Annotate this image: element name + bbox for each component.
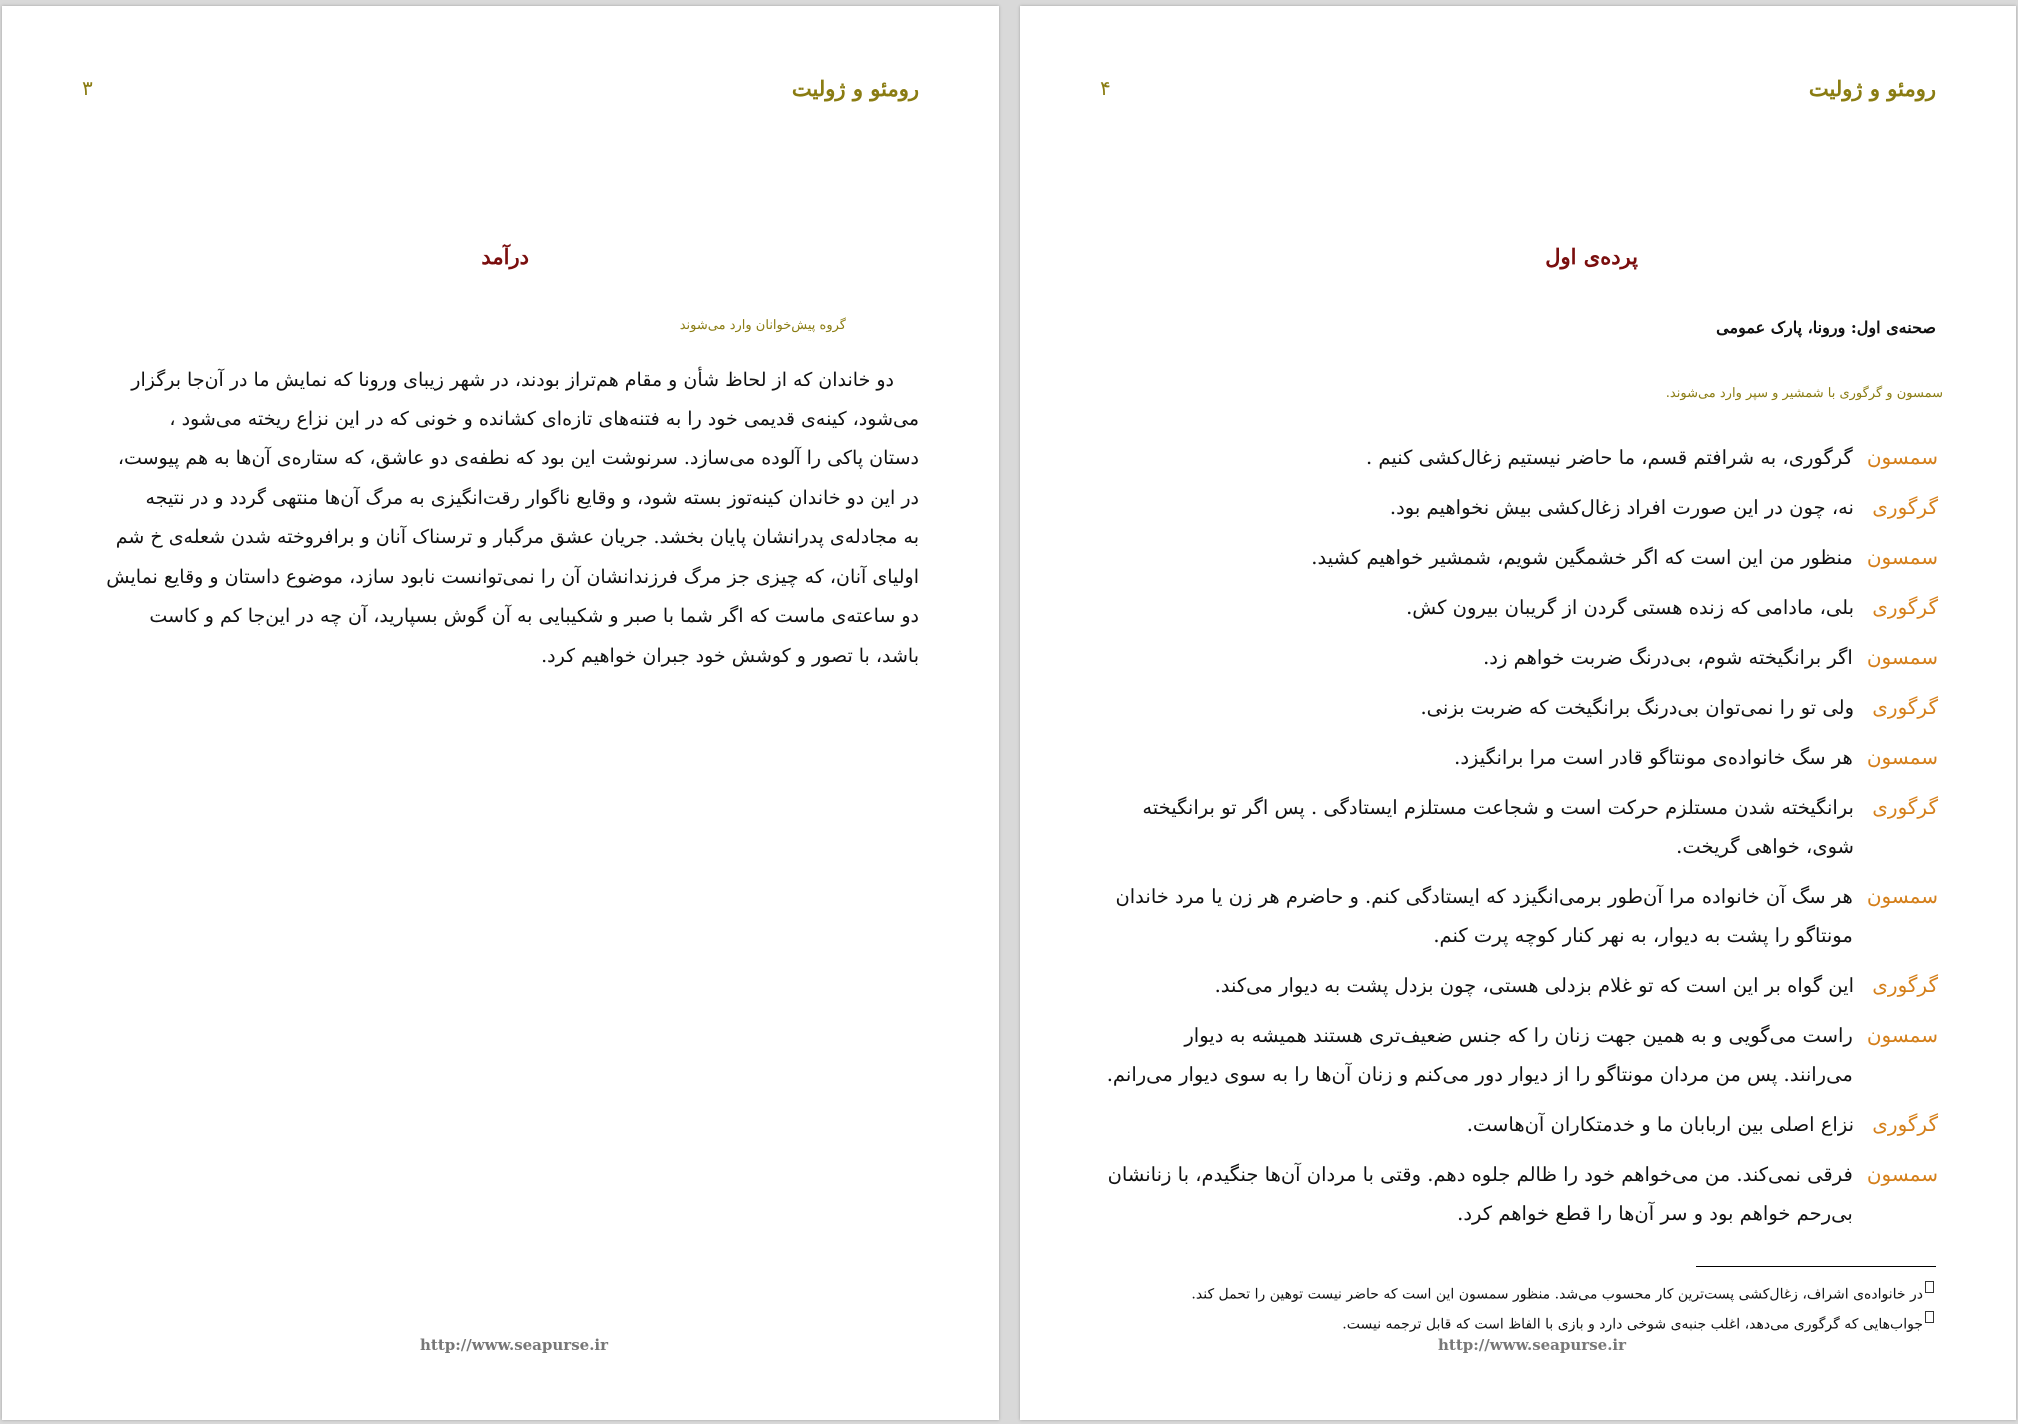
speech: هر سگ خانواده‌ی مونتاگو قادر است مرا برانگیزد. xyxy=(1454,746,1853,769)
speaker-name: گرگوری xyxy=(1872,695,1938,719)
intro-line: اولیای آنان، که چیزی جز مرگ فرزندانشان آن را نمی‌توانست نابود سازد، موضوع داستان و وقایع نمایش xyxy=(106,566,919,588)
speech: منظور من این است که اگر خشمگین شویم، شمشیر خواهیم کشید. xyxy=(1311,546,1853,569)
intro-line: دو خاندان که از لحاظ شأن و مقام هم‌تراز بودند، در شهر زیبای ورونا که نمایش ما در آن‌جا برگزار xyxy=(131,369,894,391)
speech: گرگوری، به شرافتم قسم، ما حاضر نیستیم زغال‌کشی کنیم . xyxy=(1366,446,1853,469)
speech: ولی تو را نمی‌توان بی‌درنگ برانگیخت که ضربت بزنی. xyxy=(1420,696,1854,719)
speech: نزاع اصلی بین اربابان ما و خدمتکاران آن‌هاست. xyxy=(1466,1113,1854,1136)
speech: اگر برانگیخته شوم، بی‌درنگ ضربت خواهم زد. xyxy=(1483,646,1853,669)
speaker-name: سمسون xyxy=(1866,1162,1938,1186)
page-3 xyxy=(2,6,999,1420)
dialogue-line xyxy=(1100,738,1938,777)
dialogue-line xyxy=(1100,488,1938,527)
act-heading: پرده‌ی اول xyxy=(1545,244,1638,269)
dialogue-line xyxy=(1100,538,1938,577)
speech: راست می‌گویی و به همین جهت زنان را که جنس ضعیف‌تری هستند همیشه به دیوار می‌رانند. پس من مردان مونتاگو را از دیوار دور می‌کنم و زنان آن‌ها را به سوی دیوار می‌رانم. xyxy=(1106,1024,1853,1086)
intro-line: دو ساعته‌ی ماست که اگر شما با صبر و شکیبایی به آن گوش بسپارید، آن چه در این‌جا کم و کاست xyxy=(149,605,919,627)
speaker-name: سمسون xyxy=(1866,445,1938,469)
running-title: رومئو و ژولیت xyxy=(1808,76,1936,101)
intro-line: دستان پاکی را آلوده می‌سازد. سرنوشت این بود که نطفه‌ی دو عاشق، که ستاره‌ی آن‌ها به هم پیوست، xyxy=(117,447,919,469)
speech: نه، چون در این صورت افراد زغال‌کشی بیش نخواهیم بود. xyxy=(1389,496,1854,519)
speech: هر سگ آن خانواده مرا آن‌طور برمی‌انگیزد که ایستادگی کنم. و حاضرم هر زن یا مرد خاندان مونتاگو را پشت به دیوار، به نهر کنار کوچه پرت کنم. xyxy=(1115,885,1853,947)
footnote-marker-icon xyxy=(1925,1311,1934,1323)
speaker-name: گرگوری xyxy=(1872,595,1938,619)
running-title: رومئو و ژولیت xyxy=(791,76,919,101)
speech: فرقی نمی‌کند. من می‌خواهم خود را ظالم جلوه دهم. وقتی با مردان آن‌ها جنگیدم، با زنانشان بی‌رحم خواهم بود و سر آن‌ها را قطع خواهم کرد. xyxy=(1107,1163,1853,1225)
speaker-name: گرگوری xyxy=(1872,795,1938,819)
dialogue-line xyxy=(1100,966,1938,1005)
dialogue xyxy=(1100,438,1938,1244)
speaker-name: سمسون xyxy=(1866,645,1938,669)
dialogue-line xyxy=(1100,1016,1938,1094)
speaker-name: گرگوری xyxy=(1872,495,1938,519)
speaker-name: سمسون xyxy=(1866,884,1938,908)
page-number: ۳ xyxy=(82,76,93,100)
dialogue-line xyxy=(1100,877,1938,955)
dialogue-line xyxy=(1100,1105,1938,1144)
speech: برانگیخته شدن مستلزم حرکت است و شجاعت مستلزم ایستادگی . پس اگر تو برانگیخته شوی، خواهی گریخت. xyxy=(1142,796,1854,858)
speech: این گواه بر این است که تو غلام بزدلی هستی، چون بزدل پشت به دیوار می‌کند. xyxy=(1214,974,1854,997)
dialogue-line xyxy=(1100,588,1938,627)
section-heading: درآمد xyxy=(481,244,529,269)
footer-url[interactable]: http://www.seapurse.ir xyxy=(1438,1336,1627,1354)
dialogue-line xyxy=(1100,1155,1938,1233)
page-4 xyxy=(1020,6,2016,1420)
intro-line: باشد، با تصور و کوشش خود جبران خواهیم کرد. xyxy=(541,645,919,667)
page-number: ۴ xyxy=(1100,76,1111,100)
dialogue-line xyxy=(1100,688,1938,727)
speaker-name: سمسون xyxy=(1866,745,1938,769)
stage-direction: گروه پیش‌خوانان وارد می‌شوند xyxy=(679,318,846,333)
speaker-name: گرگوری xyxy=(1872,973,1938,997)
intro-line: می‌شود، کینه‌ی قدیمی خود را به فتنه‌های تازه‌ای کشانده و خونی که در این نزاع ریخته می‌شود ، xyxy=(169,408,919,430)
dialogue-line xyxy=(1100,638,1938,677)
footer-url[interactable]: http://www.seapurse.ir xyxy=(420,1336,609,1354)
speaker-name: گرگوری xyxy=(1872,1112,1938,1136)
dialogue-line xyxy=(1100,438,1938,477)
footnote: در خانواده‌ی اشراف، زغال‌کشی پست‌ترین کار محسوب می‌شد. منظور سمسون این است که حاضر نیست توهین را تحمل کند. xyxy=(1191,1281,1936,1303)
speaker-name: سمسون xyxy=(1866,1023,1938,1047)
footnote: جواب‌هایی که گرگوری می‌دهد، اغلب جنبه‌ی شوخی دارد و بازی با الفاظ است که قابل ترجمه نیست. xyxy=(1342,1311,1936,1333)
dialogue-line xyxy=(1100,788,1938,866)
intro-line: در این دو خاندان کینه‌توز بسته شود، و وقایع ناگوار رقت‌انگیزی به مرگ آن‌ها منتهی گردد و در نتیجه xyxy=(145,487,919,509)
stage-direction: سمسون و گرگوری با شمشیر و سپر وارد می‌شوند. xyxy=(1665,386,1943,401)
scene-title: صحنه‌ی اول: ورونا، پارک عمومی xyxy=(1716,318,1936,337)
speaker-name: سمسون xyxy=(1866,545,1938,569)
footnote-marker-icon xyxy=(1925,1281,1934,1293)
intro-line: به مجادله‌ی پدرانشان پایان بخشد. جریان عشق مرگبار و ترسناک آنان و برافروخته شدن شعله‌ی خ شم xyxy=(115,526,919,548)
speech: بلی، مادامی که زنده هستی گردن از گریبان بیرون کش. xyxy=(1406,596,1854,619)
footnote-rule xyxy=(1696,1266,1936,1267)
